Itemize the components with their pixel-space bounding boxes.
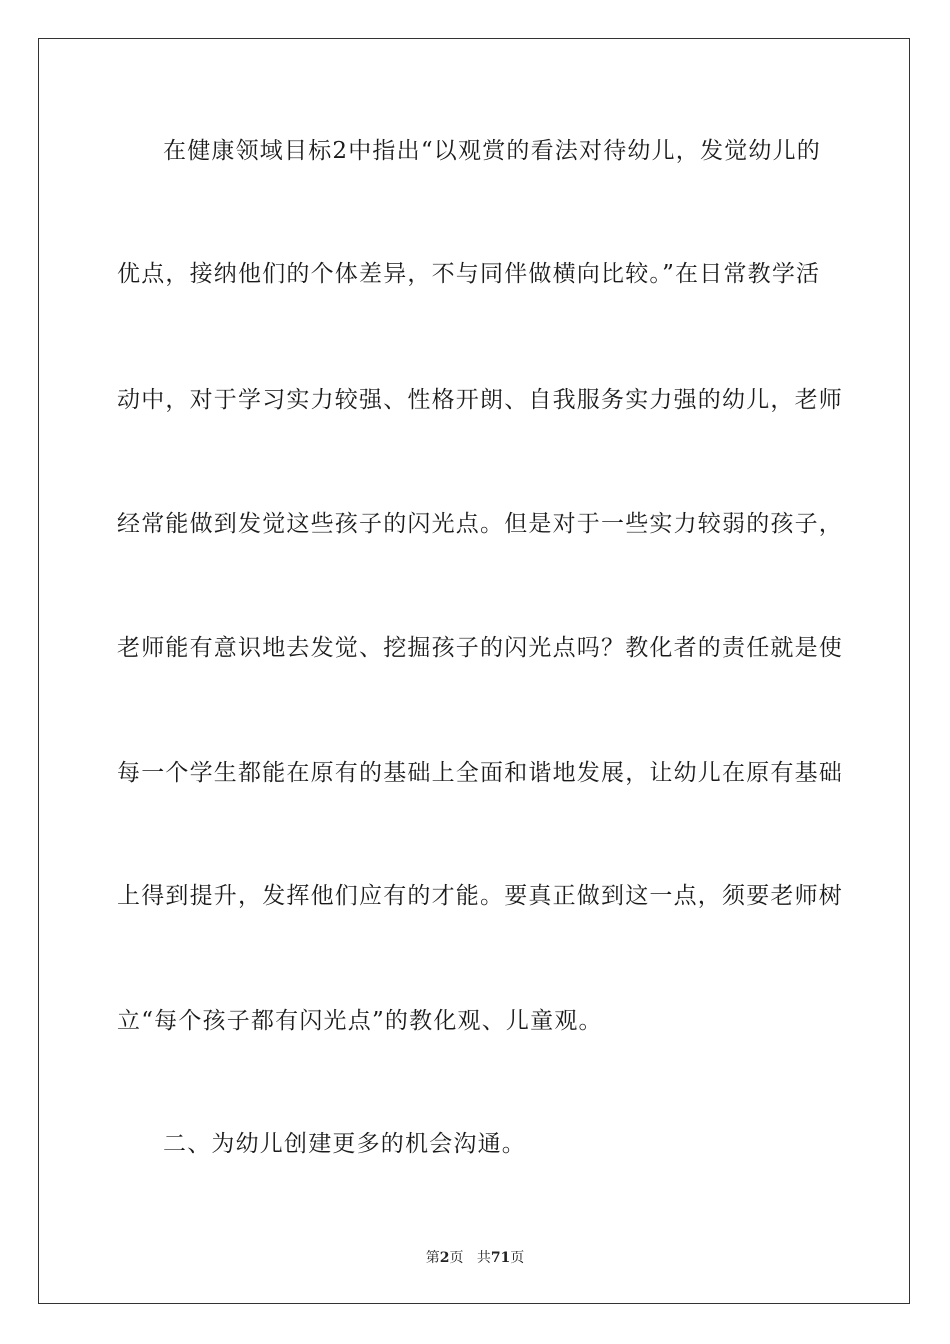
footer-total-prefix: 共	[476, 1250, 491, 1266]
page-footer	[0, 1247, 950, 1267]
paragraph-line-2: 优点，接纳他们的个体差异，不与同伴做横向比较。”在日常教学活	[117, 261, 821, 287]
page-border	[38, 38, 910, 1304]
footer-total-suffix: 页	[510, 1250, 525, 1266]
section-heading: 二、为幼儿创建更多的机会沟通。	[163, 1131, 526, 1157]
footer-page-number: 2	[439, 1250, 450, 1266]
paragraph-line-6: 每一个学生都能在原有的基础上全面和谐地发展，让幼儿在原有基础	[117, 760, 843, 786]
paragraph-line-4: 经常能做到发觉这些孩子的闪光点。但是对于一些实力较弱的孩子，	[117, 511, 843, 537]
footer-total-pages: 71	[490, 1250, 511, 1266]
paragraph-line-7: 上得到提升，发挥他们应有的才能。要真正做到这一点，须要老师树	[117, 883, 843, 909]
footer-page-suffix: 页	[449, 1250, 464, 1266]
paragraph-line-1: 在健康领域目标2中指出“以观赏的看法对待幼儿，发觉幼儿的	[163, 138, 821, 164]
paragraph-line-8: 立“每个孩子都有闪光点”的教化观、儿童观。	[117, 1008, 603, 1034]
footer-page-prefix: 第	[425, 1250, 440, 1266]
paragraph-line-5: 老师能有意识地去发觉、挖掘孩子的闪光点吗？教化者的责任就是使	[117, 635, 843, 661]
paragraph-line-3: 动中，对于学习实力较强、性格开朗、自我服务实力强的幼儿，老师	[117, 387, 843, 413]
